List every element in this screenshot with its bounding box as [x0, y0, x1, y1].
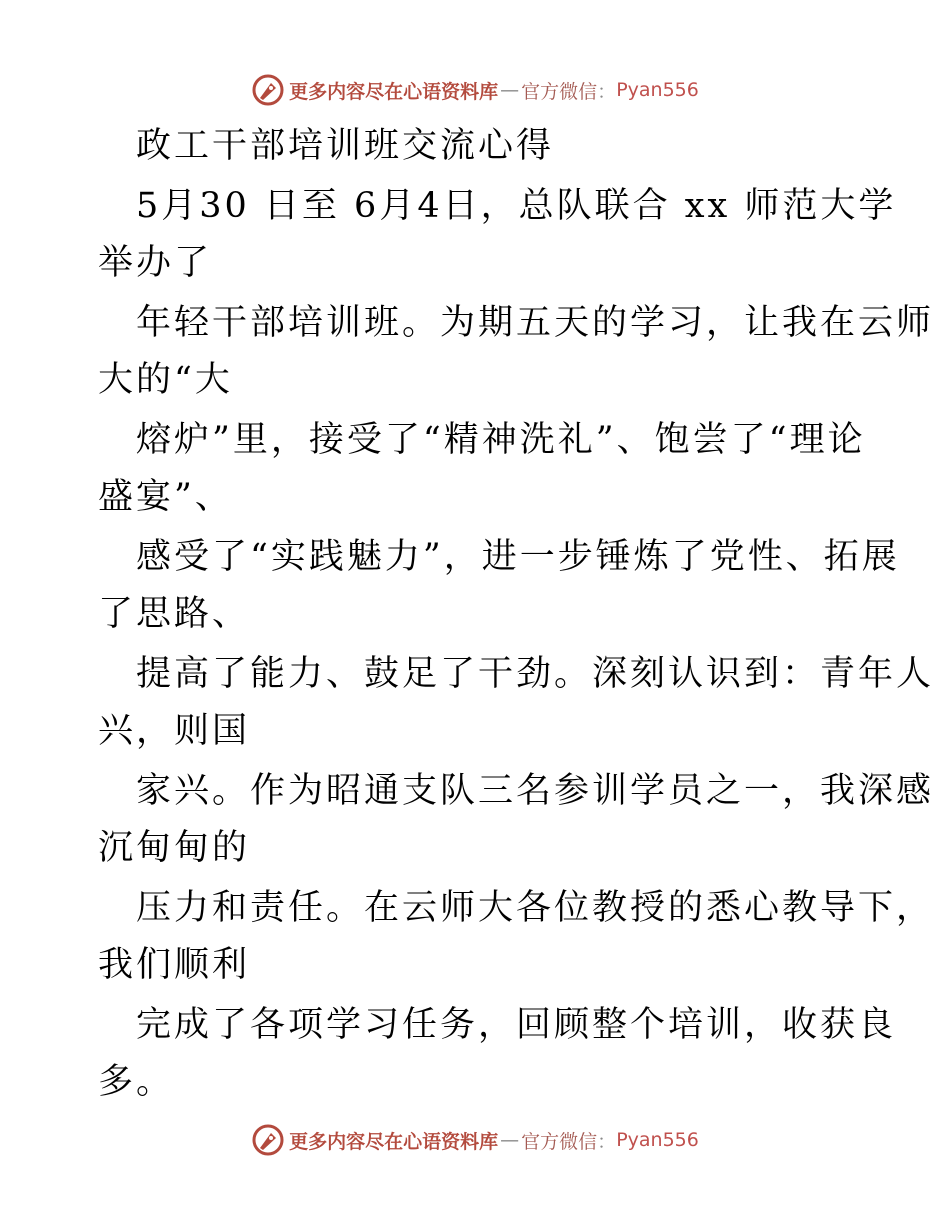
paragraph-line: 提高了能力、鼓足了干劲。深刻认识到：青年人 — [136, 654, 935, 694]
watermark-wechat-id: Pyan556 — [616, 79, 699, 101]
paragraph-line: 大的“大 — [98, 360, 233, 400]
paragraph-line: 了思路、 — [98, 594, 251, 634]
paragraph-line: 举办了 — [98, 243, 213, 283]
paragraph-line: 盛宴”、 — [98, 477, 233, 517]
footer-watermark — [0, 1120, 950, 1160]
watermark-main-text: 更多内容尽在心语资料库 — [289, 1130, 499, 1153]
paragraph-line: 感受了“实践魅力”，进一步锤炼了党性、拓展 — [136, 537, 900, 577]
pen-nib-logo-icon — [251, 1123, 285, 1157]
paragraph-line: 压力和责任。在云师大各位教授的悉心教导下， — [136, 888, 935, 928]
paragraph-line: 兴，则国 — [98, 711, 251, 751]
watermark-wechat-label: 官方微信 — [521, 1130, 598, 1153]
watermark-separator: ： — [597, 80, 617, 103]
paragraph-line: 多。 — [98, 1062, 175, 1102]
paragraph-line: 完成了各项学习任务，回顾整个培训，收获良 — [136, 1005, 897, 1045]
paragraph-line: 我们顺利 — [98, 945, 251, 985]
pen-nib-logo-icon — [251, 73, 285, 107]
document-title: 政工干部培训班交流心得 — [136, 126, 555, 166]
watermark-main-text: 更多内容尽在心语资料库 — [289, 80, 499, 103]
paragraph-line: 5月30 日至 6月4日，总队联合 xx 师范大学 — [136, 186, 897, 226]
paragraph-line: 沉甸甸的 — [98, 828, 251, 868]
header-watermark — [0, 70, 950, 110]
paragraph-line: 家兴。作为昭通支队三名参训学员之一，我深感 — [136, 771, 935, 811]
watermark-wechat-id: Pyan556 — [616, 1129, 699, 1151]
paragraph-line: 年轻干部培训班。为期五天的学习，让我在云师 — [136, 303, 935, 343]
watermark-dash: — — [500, 79, 520, 101]
watermark-separator: ： — [597, 1130, 617, 1153]
watermark-dash: — — [500, 1129, 520, 1151]
watermark-wechat-label: 官方微信 — [521, 80, 598, 103]
paragraph-line: 熔炉”里，接受了“精神洗礼”、饱尝了“理论 — [136, 420, 866, 460]
